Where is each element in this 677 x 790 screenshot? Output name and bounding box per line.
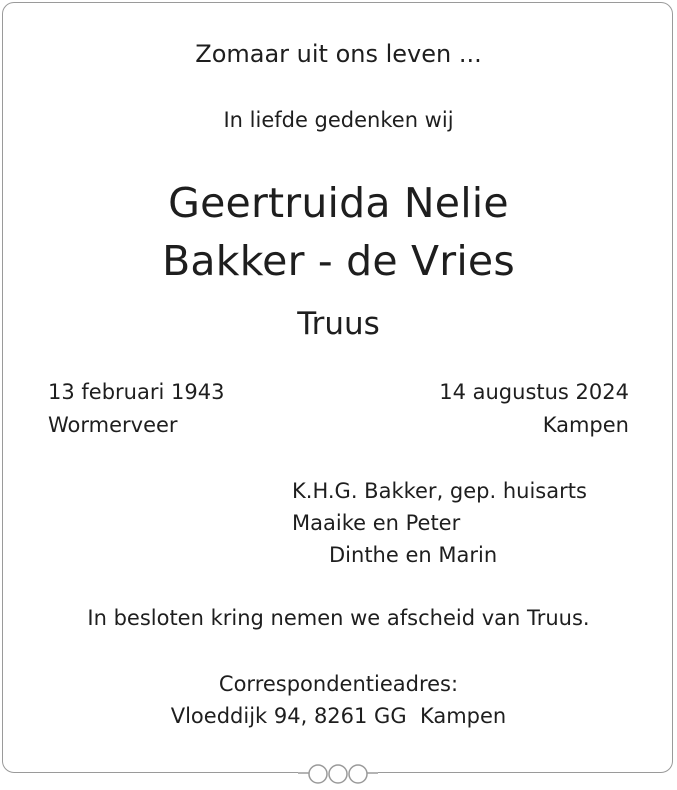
opening-line: Zomaar uit ons leven ...	[195, 40, 482, 68]
birth-place: Wormerveer	[48, 413, 178, 437]
death-date: 14 augustus 2024	[439, 380, 629, 404]
family-member: Dinthe en Marin	[329, 543, 498, 567]
intro-line: In liefde gedenken wij	[223, 108, 454, 132]
correspondence-label: Correspondentieadres:	[218, 672, 459, 696]
farewell-line: In besloten kring nemen we afscheid van Truus.	[87, 606, 590, 630]
correspondence-address: Vloeddijk 94, 8261 GG Kampen	[170, 704, 507, 728]
family-member: Maaike en Peter	[292, 511, 461, 535]
death-place: Kampen	[542, 413, 629, 437]
nickname: Truus	[297, 306, 380, 342]
birth-date: 13 februari 1943	[48, 380, 225, 404]
family-member: K.H.G. Bakker, gep. huisarts	[292, 479, 587, 503]
deceased-name-first: Geertruida Nelie	[168, 179, 509, 227]
deceased-name-last: Bakker - de Vries	[162, 237, 515, 285]
infinity-knot-icon	[298, 762, 378, 786]
